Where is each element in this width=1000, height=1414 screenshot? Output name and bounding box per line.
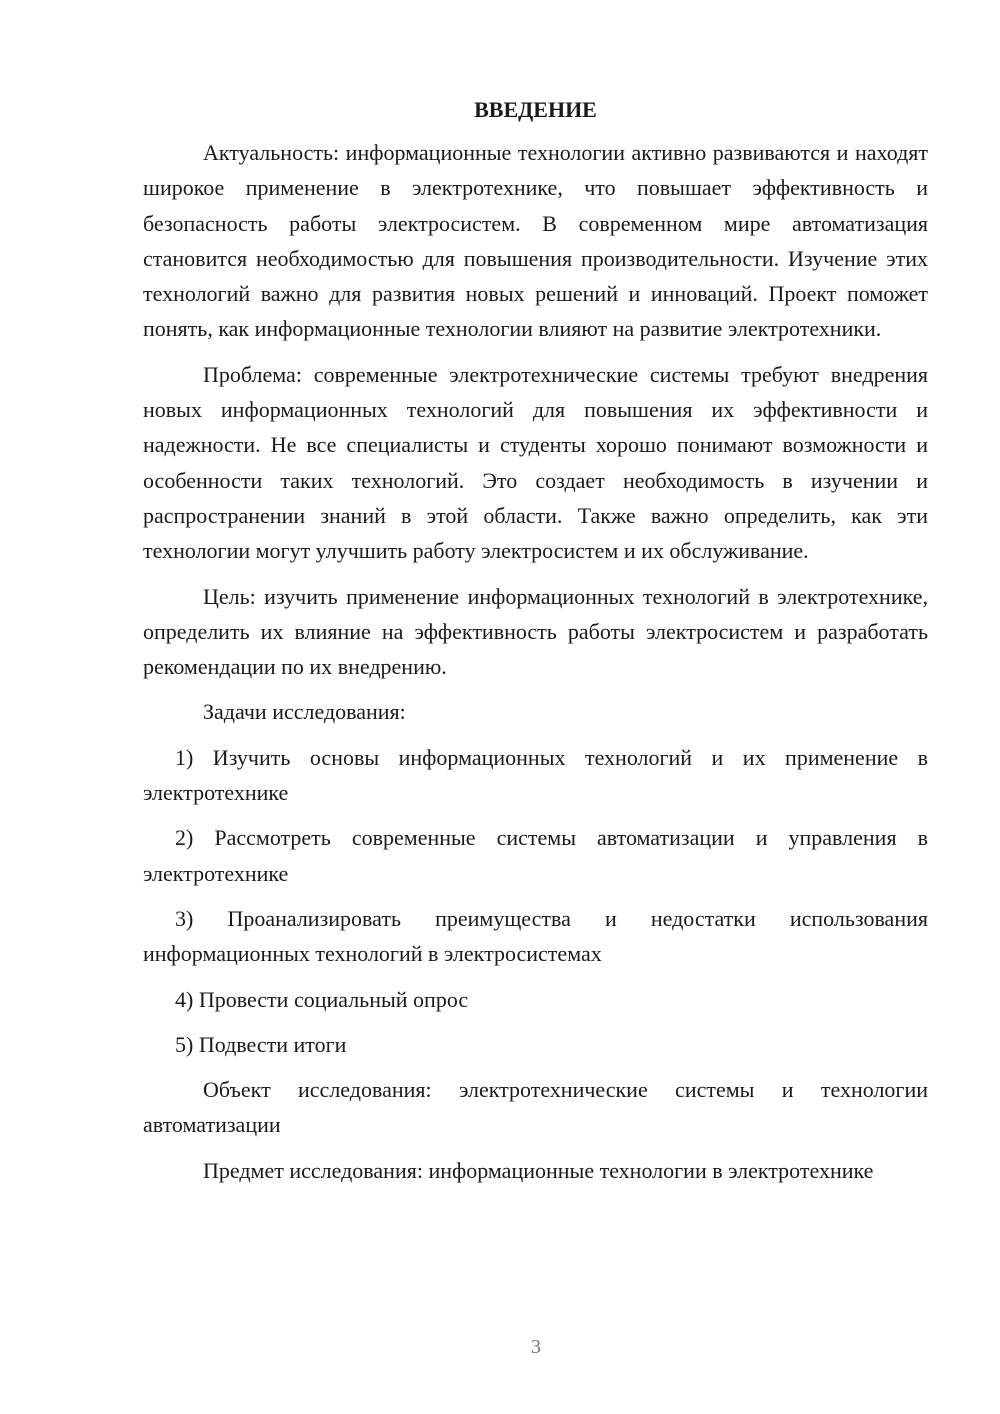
research-object-paragraph: Объект исследования: электротехнические системы и технологии автоматизации	[143, 1077, 928, 1138]
task-item: 4) Провести социальный опрос	[175, 986, 469, 1012]
relevance-paragraph: Актуальность: информационные технологии активно развиваются и находят широкое применение в электротехнике, что повышает эффективность и безопасность работы электросистем. В современном мире автоматизация становится необходимостью для повышения производительности. Изучение этих технологий важно для развития новых решений и инноваций. Проект поможет понять, как информационные технологии влияют на развитие электротехники.	[143, 140, 928, 342]
research-subject-paragraph: Предмет исследования: информационные технологии в электротехнике	[203, 1157, 874, 1183]
page-number: 3	[531, 1336, 541, 1358]
task-item: 3) Проанализировать преимущества и недостатки использования информационных технологий в электросистемах	[143, 905, 928, 967]
task-item: 1) Изучить основы информационных технологий и их применение в электротехнике	[143, 744, 928, 806]
section-title: ВВЕДЕНИЕ	[474, 97, 597, 122]
tasks-heading: Задачи исследования:	[203, 699, 406, 725]
page-content	[143, 94, 928, 1198]
task-item: 5) Подвести итоги	[175, 1031, 347, 1057]
goal-paragraph: Цель: изучить применение информационных технологий в электротехнике, определить их влияние на эффективность работы электросистем и разработать рекомендации по их внедрению.	[143, 583, 928, 680]
problem-paragraph: Проблема: современные электротехнические системы требуют внедрения новых информационных технологий для повышения их эффективности и надежности. Не все специалисты и студенты хорошо понимают возможности и особенности таких технологий. Это создает необходимость в изучении и распространении знаний в этой области. Также важно определить, как эти технологии могут улучшить работу электросистем и их обслуживание.	[143, 361, 928, 564]
task-item: 2) Рассмотреть современные системы автоматизации и управления в электротехнике	[143, 825, 928, 886]
